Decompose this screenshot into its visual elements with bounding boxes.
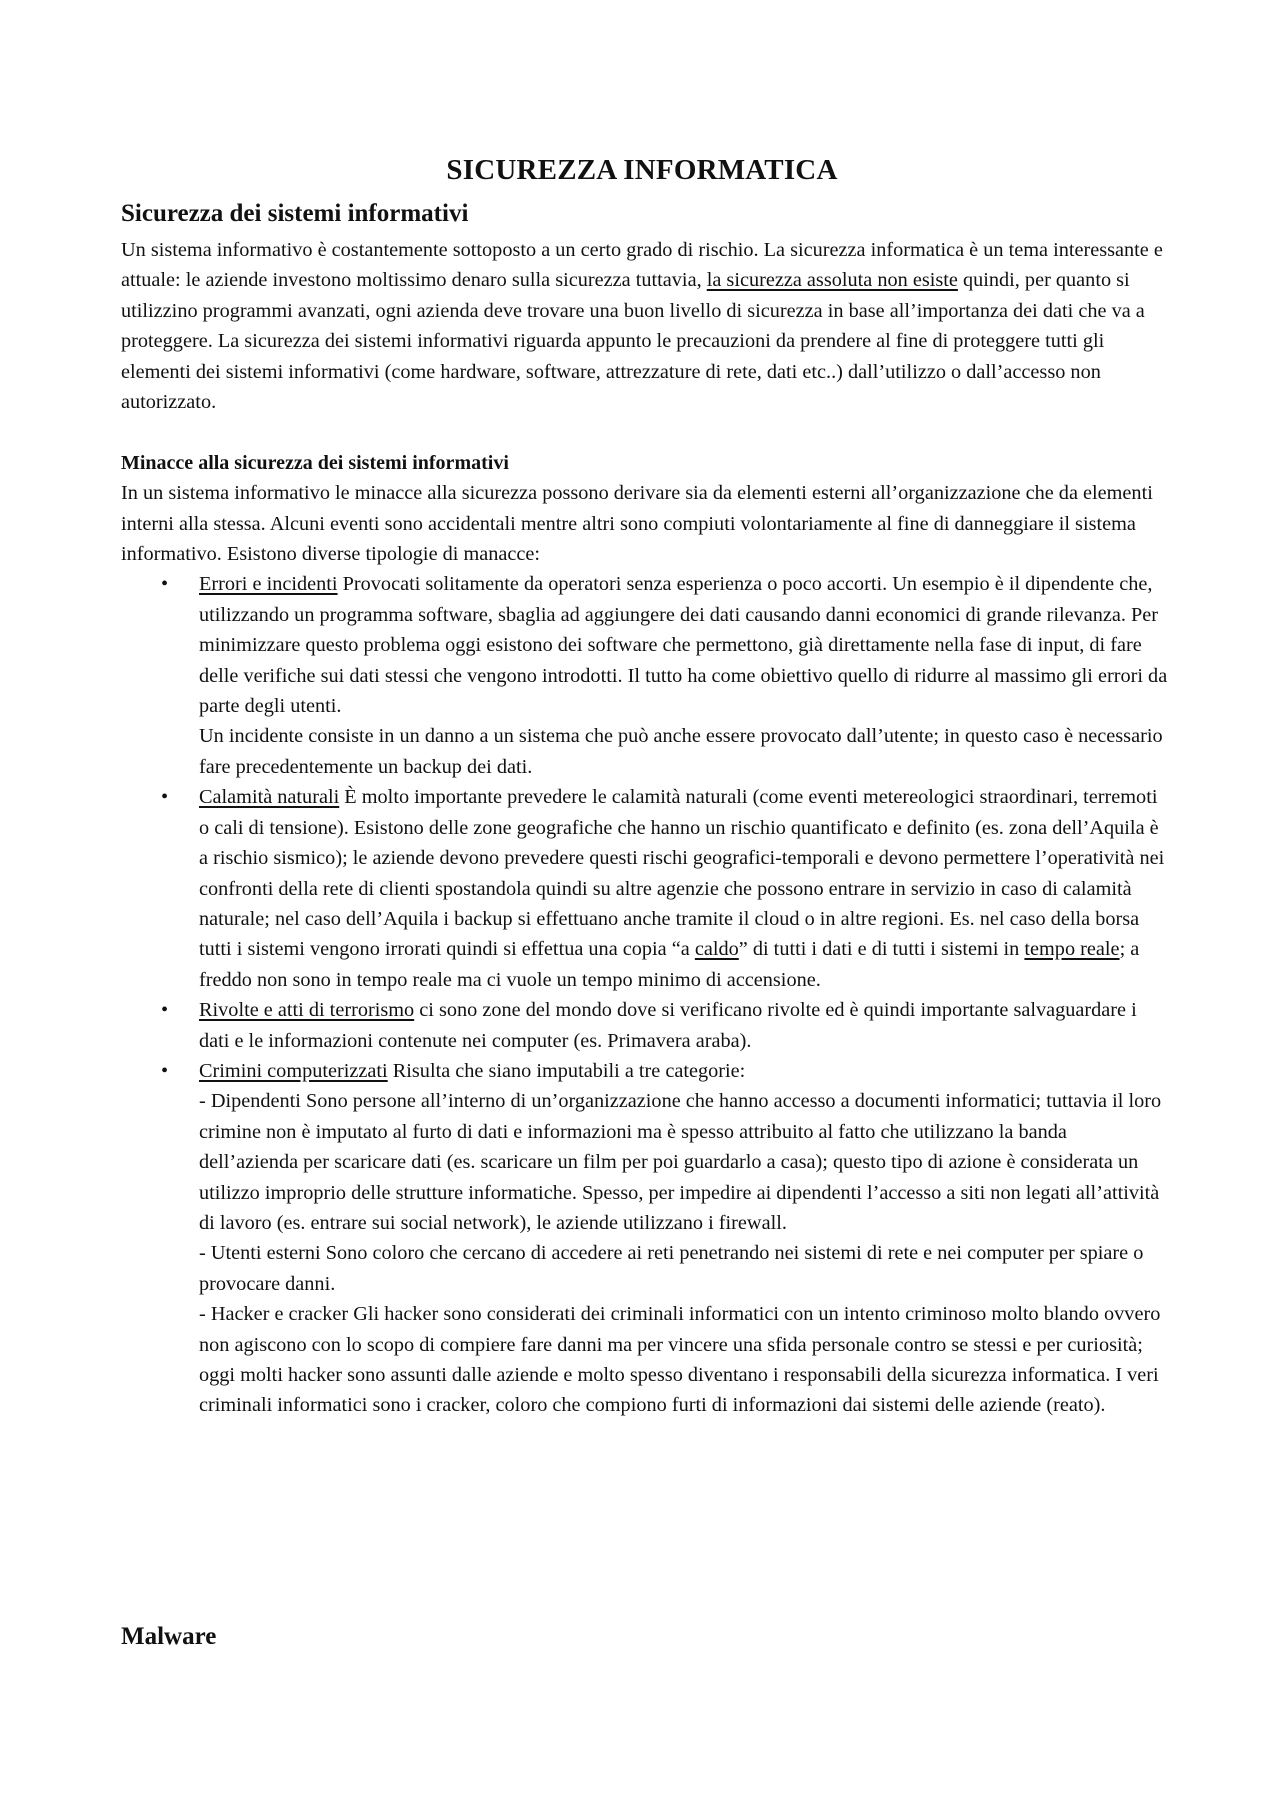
section-heading-malware: Malware <box>121 1623 217 1650</box>
list-item <box>121 1056 1171 1421</box>
document-title: SICUREZZA INFORMATICA <box>446 154 838 186</box>
list-item-subtext: - Hacker e cracker Gli hacker sono considerati dei criminali informatici con un intento criminoso molto blando ovvero non agiscono con lo scopo di compiere fare danni ma per vincere una sfida personale contro se stessi e per curiosità; oggi molti hacker sono assunti dalle aziende e molto spesso diventano i responsabili della sicurezza informatica. I veri criminali informatici sono i cracker, coloro che compiono furti di informazioni dai sistemi delle aziende (reato). <box>199 1303 1161 1417</box>
list-item-text: Risulta che siano imputabili a tre categorie: <box>387 1059 746 1082</box>
document-content <box>121 150 1171 1421</box>
spacer <box>121 417 1171 447</box>
list-item <box>121 569 1171 782</box>
bullet-icon: • <box>161 786 169 809</box>
underlined-phrase: la sicurezza assoluta non esiste <box>706 269 958 292</box>
list-item-text: ; a freddo non sono in tempo reale ma ci vuole un tempo minimo di accensione. <box>199 938 1140 991</box>
bullet-icon: • <box>161 1059 169 1082</box>
underlined-word: caldo <box>694 938 739 961</box>
list-item-text: È molto importante prevedere le calamità naturali (come eventi metereologici straordinari, terremoti o cali di tensione). Esistono delle zone geografiche che hanno un rischio quantificato e definito (es. zona dell’Aquila è a rischio sismico); le aziende devono prevedere questi rischi geografici-temporali e devono permettere l’operatività nei confronti della rete di clienti spostandola quindi su altre agenzie che possono entrare in servizio in caso di calamità naturale; nel caso dell’Aquila i backup si effettuano anche tramite il cloud o in altre regioni. Es. nel caso della borsa tutti i sistemi vengono irrorati quindi si effettua una copia “a <box>199 786 1165 961</box>
threat-list <box>121 569 1171 1420</box>
paragraph-text: quindi, per quanto si utilizzino programmi avanzati, ogni azienda deve trovare una buon livello di sicurezza in base all’importanza dei dati che va a proteggere. La sicurezza dei sistemi informativi riguarda appunto le precauzioni da prendere al fine di proteggere tutti gli elementi dei sistemi informativi (come hardware, software, attrezzature di rete, dati etc..) dall’utilizzo o dall’accesso non autorizzato. <box>121 269 1145 414</box>
section-heading-minacce: Minacce alla sicurezza dei sistemi informativi <box>121 451 509 474</box>
list-item-label: Calamità naturali <box>199 786 340 809</box>
list-item-label: Errori e incidenti <box>199 573 338 596</box>
list-item-text: ” di tutti i dati e di tutti i sistemi in <box>738 938 1025 961</box>
list-item-text: Provocati solitamente da operatori senza esperienza o poco accorti. Un esempio è il dipendente che, utilizzando un programma software, sbaglia ad aggiungere dei dati causando danni economici di grande rilevanza. Per minimizzare questo problema oggi esistono dei software che permettono, già direttamente nella fase di input, di fare delle verifiche sui dati stessi che vengono introdotti. Il tutto ha come obiettivo quello di ridurre al massimo gli errori da parte degli utenti. <box>199 573 1168 718</box>
list-item-subtext: - Dipendenti Sono persone all’interno di un’organizzazione che hanno accesso a documenti informatici; tuttavia il loro crimine non è imputato al furto di dati e informazioni ma è spesso attribuito al fatto che utilizzano la banda dell’azienda per scaricare dati (es. scaricare un film per poi guardarlo a casa); questo tipo di azione è considerata un utilizzo improprio delle strutture informatiche. Spesso, per impedire ai dipendenti l’accesso a siti non legati all’attività di lavoro (es. entrare sui social network), le aziende utilizzano i firewall. <box>199 1090 1162 1234</box>
bullet-icon: • <box>161 999 169 1022</box>
section-heading-sicurezza: Sicurezza dei sistemi informativi <box>121 200 469 227</box>
paragraph-text: Un sistema informativo è costantemente sottoposto a un certo grado di rischio. La sicurezza informatica è un tema interessante e attuale: le aziende investono moltissimo denaro sulla sicurezza tuttavia, <box>121 239 1163 292</box>
bullet-icon: • <box>161 573 169 596</box>
list-item-subtext: Un incidente consiste in un danno a un sistema che può anche essere provocato dall’utente; in questo caso è necessario fare precedentemente un backup dei dati. <box>199 725 1163 778</box>
list-item-label: Rivolte e atti di terrorismo <box>199 999 415 1022</box>
section-paragraph-minacce: In un sistema informativo le minacce alla sicurezza possono derivare sia da elementi esterni all’organizzazione che da elementi interni alla stessa. Alcuni eventi sono accidentali mentre altri sono compiuti volontariamente al fine di danneggiare il sistema informativo. Esistono diverse tipologie di manacce: <box>121 482 1153 566</box>
list-item-label: Crimini computerizzati <box>199 1059 388 1082</box>
list-item <box>121 782 1171 995</box>
underlined-word: tempo reale <box>1024 938 1120 961</box>
list-item-text: ci sono zone del mondo dove si verificano rivolte ed è quindi importante salvaguardare i dati e le informazioni contenute nei computer (es. Primavera araba). <box>199 999 1137 1052</box>
section-paragraph-sicurezza <box>121 235 1171 417</box>
list-item <box>121 995 1171 1056</box>
list-item-subtext: - Utenti esterni Sono coloro che cercano di accedere ai reti penetrando nei sistemi di rete e nei computer per spiare o provocare danni. <box>199 1242 1144 1295</box>
